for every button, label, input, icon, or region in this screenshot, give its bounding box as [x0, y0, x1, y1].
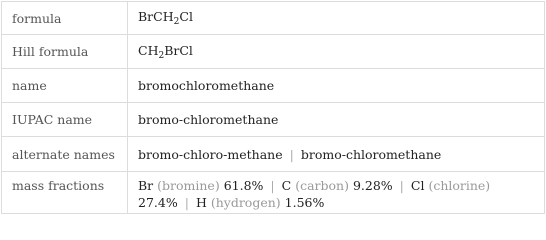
iupac-name-value: bromo-chloromethane: [128, 103, 545, 137]
table-row-hill-formula: [2, 35, 545, 69]
hill-subscript: 2: [158, 50, 165, 61]
table-row-iupac-name: [2, 103, 545, 137]
hill-formula-value: [128, 35, 545, 69]
row-label: IUPAC name: [2, 103, 128, 137]
formula-suffix: Cl: [179, 9, 193, 24]
mass-symbol: C: [281, 178, 292, 193]
mass-percent: 61.8%: [223, 178, 264, 193]
formula-subscript: 2: [173, 17, 180, 27]
mass-fractions-value: [128, 172, 545, 214]
mass-element-name: (chlorine): [428, 178, 491, 193]
separator: |: [399, 178, 404, 193]
separator: |: [270, 178, 275, 193]
mass-symbol: H: [195, 195, 207, 210]
mass-element-name: (hydrogen): [210, 195, 281, 210]
formula-prefix: BrCH: [138, 9, 174, 24]
mass-percent: 9.28%: [352, 178, 393, 193]
row-label: Hill formula: [2, 35, 128, 69]
alternate-names-value: [128, 137, 545, 172]
table-row-mass-fractions: [2, 172, 545, 214]
alternate-name: bromo-chloromethane: [300, 146, 442, 162]
mass-element-name: (carbon): [295, 178, 349, 193]
name-value: bromochloromethane: [128, 69, 545, 103]
formula-value: [128, 2, 545, 35]
separator: |: [184, 195, 189, 210]
mass-percent: 1.56%: [284, 195, 325, 210]
row-label: alternate names: [2, 137, 128, 172]
separator: |: [289, 146, 294, 162]
alternate-name: bromo-chloro-methane: [138, 146, 283, 162]
mass-element-name: (bromine): [157, 178, 220, 193]
mass-symbol: Cl: [410, 178, 425, 193]
mass-percent: 27.4%: [138, 195, 178, 210]
row-label: formula: [2, 2, 128, 35]
properties-table: [1, 1, 545, 214]
hill-prefix: CH: [138, 42, 159, 58]
table-row-formula: [2, 2, 545, 35]
table-row-alternate-names: [2, 137, 545, 172]
table-row-name: [2, 69, 545, 103]
row-label: name: [2, 69, 128, 103]
hill-suffix: BrCl: [164, 42, 193, 58]
mass-symbol: Br: [138, 178, 154, 193]
row-label: mass fractions: [2, 172, 128, 214]
